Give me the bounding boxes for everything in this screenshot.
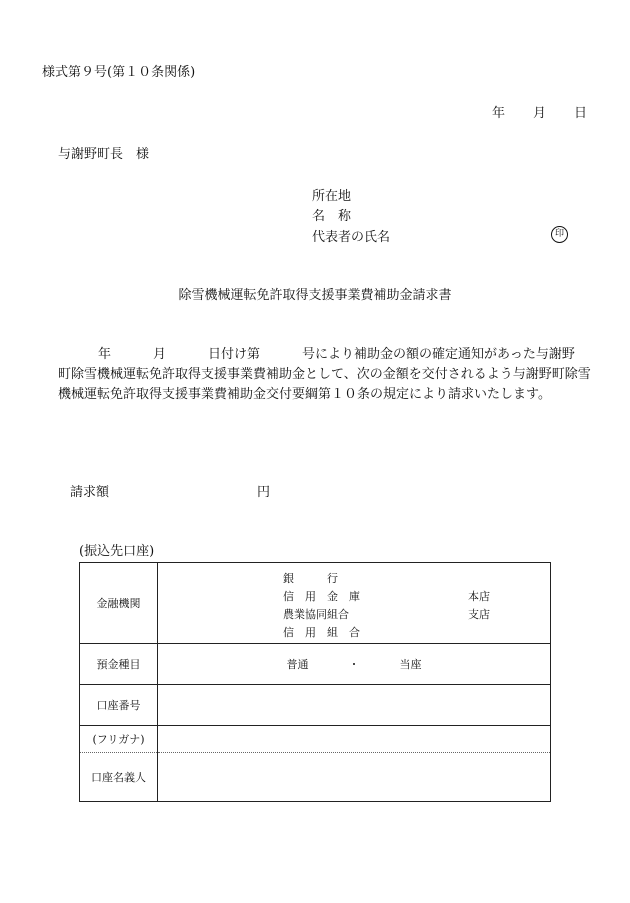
furigana-field[interactable] (158, 726, 551, 753)
body-line-3: 機械運転免許取得支援事業費補助金交付要綱第１０条の規定により請求いたします。 (58, 387, 551, 402)
deposit-cell[interactable] (158, 644, 551, 685)
account-table (79, 562, 551, 802)
institution-label: 金融機関 (80, 563, 158, 644)
date-line (492, 107, 587, 120)
furigana-row (80, 726, 551, 753)
account-number-field[interactable] (158, 685, 551, 726)
branch-sub: 支店 (468, 608, 490, 621)
institution-type-bank: 銀 行 (283, 572, 338, 585)
deposit-ordinary: 普通 (286, 658, 309, 671)
branch-main: 本店 (468, 590, 490, 603)
date-day: 日 (573, 106, 587, 121)
amount-label: 請求額 (70, 485, 110, 500)
holder-row (80, 753, 551, 802)
applicant-block (312, 186, 390, 248)
institution-cell[interactable] (158, 563, 551, 644)
representative-label: 代表者の氏名 (312, 229, 391, 245)
deposit-row (80, 644, 551, 685)
institution-type-shinkumi: 信 用 組 合 (283, 626, 360, 639)
seal-mark-icon: 印 (551, 226, 568, 243)
furigana-label: (フリガナ) (80, 726, 158, 753)
name-label: 名 称 (312, 209, 352, 225)
institution-type-shinkin: 信 用 金 庫 (283, 590, 360, 603)
body-line-1 (58, 345, 593, 365)
date-month: 月 (532, 106, 546, 121)
deposit-current: 当座 (399, 658, 422, 671)
deposit-label: 預金種目 (80, 644, 158, 685)
body-dated: 日付け第 (208, 347, 261, 362)
body-line-2: 町除雪機械運転免許取得支援事業費補助金として、次の金額を交付されるよう与謝野町除雪 (58, 367, 591, 382)
deposit-separator: ・ (348, 658, 360, 671)
body-paragraph (58, 345, 593, 405)
holder-field[interactable] (158, 753, 551, 802)
account-caption: (振込先口座) (79, 544, 155, 559)
date-year: 年 (492, 106, 506, 121)
document-title: 除雪機械運転免許取得支援事業費補助金請求書 (178, 288, 452, 303)
body-line1-rest: 号により補助金の額の確定通知があった与謝野 (302, 347, 575, 362)
amount-unit: 円 (257, 485, 271, 500)
institution-type-ja: 農業協同組合 (283, 608, 349, 621)
addressee: 与謝野町長 様 (58, 147, 150, 162)
account-number-label: 口座番号 (80, 685, 158, 726)
holder-label: 口座名義人 (80, 753, 158, 802)
body-year: 年 (98, 347, 112, 362)
account-number-row (80, 685, 551, 726)
form-number: 様式第９号(第１０条関係) (42, 65, 196, 80)
institution-row (80, 563, 551, 644)
address-label: 所在地 (312, 188, 352, 204)
body-month: 月 (153, 347, 167, 362)
